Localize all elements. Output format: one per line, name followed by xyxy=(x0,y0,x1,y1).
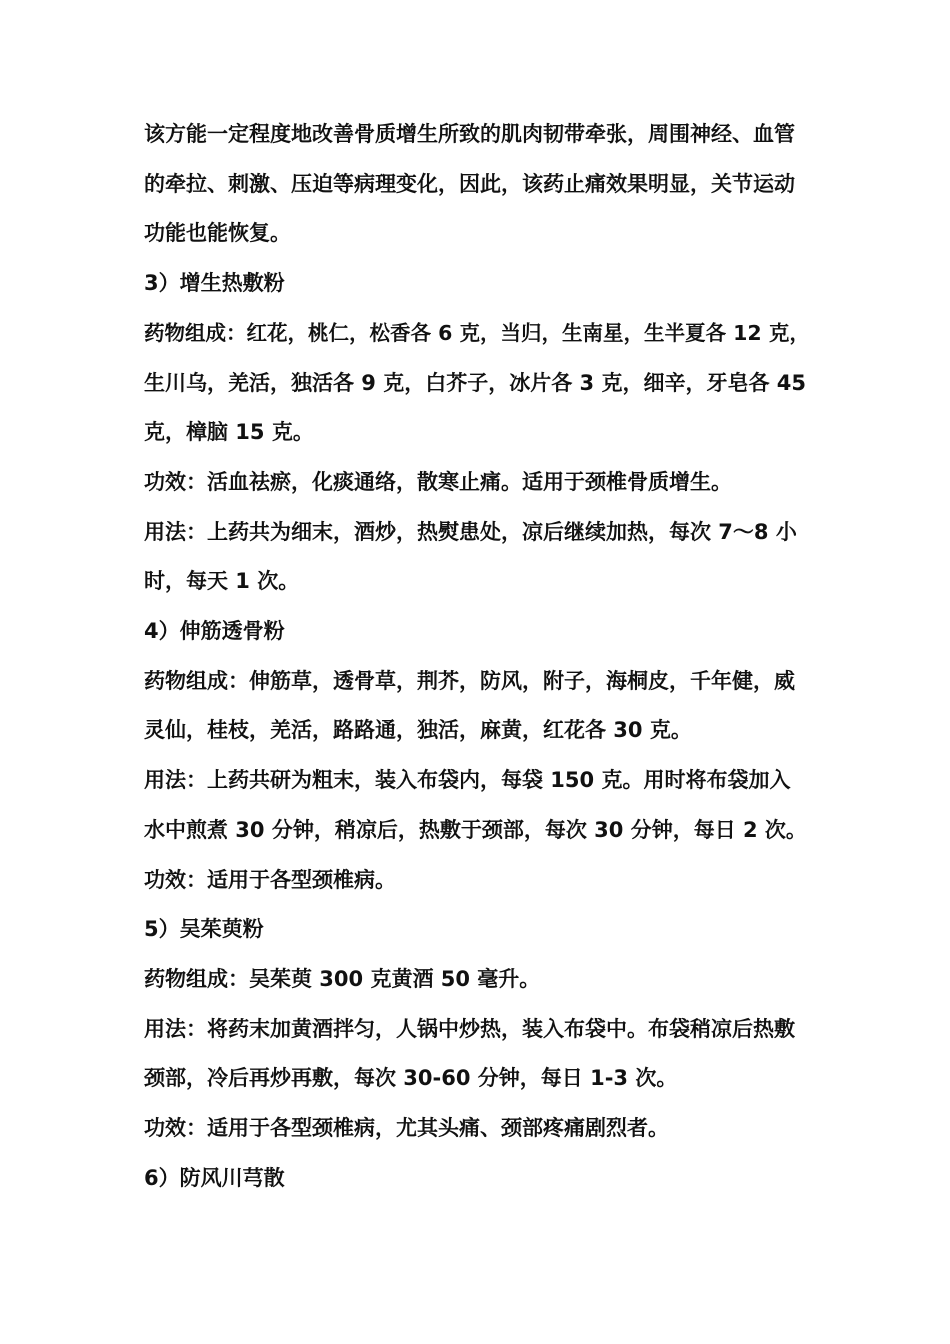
document-page xyxy=(144,110,814,1203)
text-line: 药物组成：伸筋草，透骨草，荆芥，防风，附子，海桐皮，千年健，威 xyxy=(144,668,795,693)
section-heading: 6）防风川芎散 xyxy=(144,1165,285,1190)
text-line: 该方能一定程度地改善骨质增生所致的肌肉韧带牵张，周围神经、血管 xyxy=(144,122,795,146)
section-heading: 5）吴茱萸粉 xyxy=(144,917,264,942)
text-line: 生川乌，羌活，独活各 9 克，白芥子，冰片各 3 克，细辛，牙皂各 45 xyxy=(144,370,806,395)
section-heading: 4）伸筋透骨粉 xyxy=(144,619,285,644)
text-line: 克，樟脑 15 克。 xyxy=(144,420,314,445)
text-line: 功能也能恢复。 xyxy=(144,221,291,246)
text-line: 用法：上药共研为粗末，装入布袋内，每袋 150 克。用时将布袋加入 xyxy=(144,768,791,793)
text-line: 颈部，冷后再炒再敷，每次 30-60 分钟，每日 1-3 次。 xyxy=(144,1066,678,1091)
text-line: 水中煎煮 30 分钟，稍凉后，热敷于颈部，每次 30 分钟，每日 2 次。 xyxy=(144,817,807,842)
text-line: 药物组成：红花，桃仁，松香各 6 克，当归，生南星，生半夏各 12 克， xyxy=(144,320,810,345)
text-line: 时，每天 1 次。 xyxy=(144,569,300,594)
text-line: 药物组成：吴茱萸 300 克黄酒 50 毫升。 xyxy=(144,966,541,991)
section-heading: 3）增生热敷粉 xyxy=(144,271,285,296)
text-line: 功效：活血祛瘀，化痰通络，散寒止痛。适用于颈椎骨质增生。 xyxy=(144,469,732,494)
text-line: 功效：适用于各型颈椎病。 xyxy=(144,867,396,892)
text-line: 功效：适用于各型颈椎病，尤其头痛、颈部疼痛剧烈者。 xyxy=(144,1116,669,1141)
text-line: 用法：将药末加黄酒拌匀，人锅中炒热，装入布袋中。布袋稍凉后热敷 xyxy=(144,1016,795,1041)
text-line: 用法：上药共为细末，酒炒，热熨患处，凉后继续加热，每次 7～8 小 xyxy=(144,519,797,544)
text-line: 的牵拉、刺激、压迫等病理变化，因此，该药止痛效果明显，关节运动 xyxy=(144,171,795,196)
text-line: 灵仙，桂枝，羌活，路路通，独活，麻黄，红花各 30 克。 xyxy=(144,718,692,743)
